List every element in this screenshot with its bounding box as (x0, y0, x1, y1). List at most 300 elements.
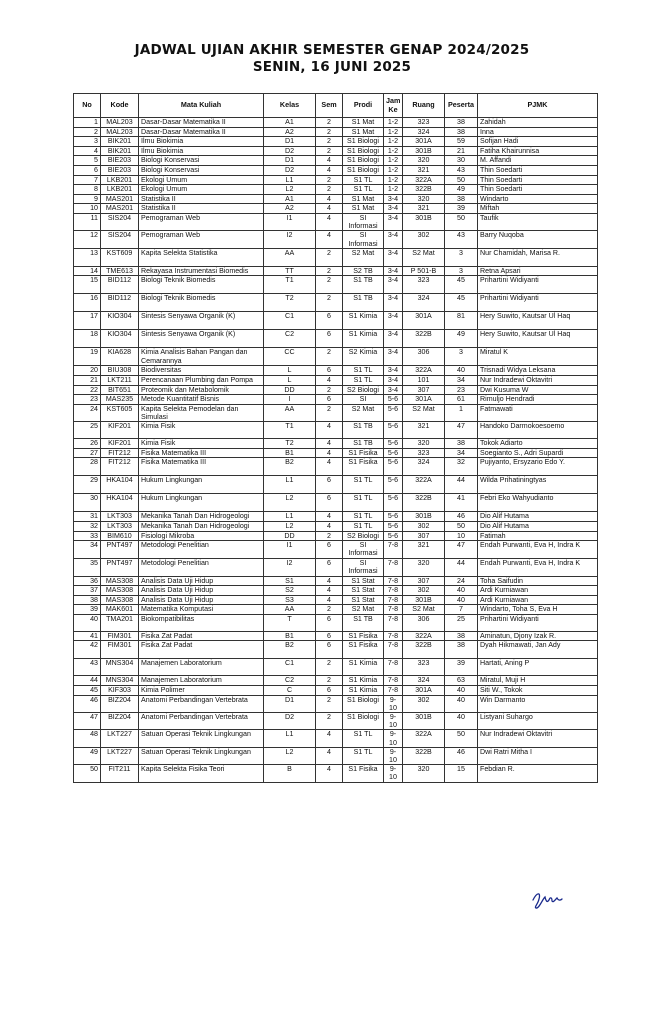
header-peserta: Peserta (445, 94, 478, 118)
cell-prodi: S2 Biologi (343, 385, 384, 395)
cell-kode: TME613 (101, 266, 139, 276)
cell-mata-kuliah: Kapita Selekta Statistika (139, 248, 264, 266)
cell-kelas: C2 (264, 676, 316, 686)
cell-kode: BIE203 (101, 165, 139, 175)
cell-kode: MAS235 (101, 395, 139, 405)
cell-ruang: P 501-B (403, 266, 445, 276)
cell-mata-kuliah: Ilmu Biokimia (139, 137, 264, 147)
cell-mata-kuliah: Kimia Analisis Bahan Pangan dan Cemarannya (139, 348, 264, 366)
table-header-row (74, 94, 598, 118)
cell-ruang: 307 (403, 531, 445, 541)
cell-pjmk: Aminatun, Djony Izak R. (478, 631, 598, 641)
header-kode: Kode (101, 94, 139, 118)
cell-jam-ke: 9-10 (384, 765, 403, 782)
cell-mata-kuliah: Mekanika Tanah Dan Hidrogeologi (139, 512, 264, 522)
cell-jam-ke: 3-4 (384, 204, 403, 214)
table-row (74, 146, 598, 156)
cell-ruang: 307 (403, 576, 445, 586)
table-row (74, 641, 598, 659)
cell-jam-ke: 9-10 (384, 730, 403, 747)
cell-ruang: 321 (403, 541, 445, 558)
cell-jam-ke: 3-4 (384, 266, 403, 276)
cell-pjmk: Ardi Kurniawan (478, 586, 598, 596)
cell-kode: KIF201 (101, 422, 139, 439)
cell-prodi: S1 TB (343, 276, 384, 294)
cell-kelas: T2 (264, 439, 316, 449)
cell-kode: FIT211 (101, 765, 139, 782)
table-row (74, 531, 598, 541)
cell-jam-ke: 7-8 (384, 614, 403, 631)
cell-pjmk: Febdian R. (478, 765, 598, 782)
cell-pjmk: Windarto (478, 194, 598, 204)
cell-kode: KIA628 (101, 348, 139, 366)
cell-kode: MAK601 (101, 605, 139, 615)
header-kelas: Kelas (264, 94, 316, 118)
cell-sem: 4 (316, 730, 343, 747)
cell-peserta: 49 (445, 185, 478, 195)
cell-no: 13 (74, 248, 101, 266)
cell-peserta: 15 (445, 765, 478, 782)
cell-mata-kuliah: Statistika II (139, 194, 264, 204)
cell-peserta: 50 (445, 213, 478, 230)
header-no: No (74, 94, 101, 118)
cell-kelas: D1 (264, 695, 316, 712)
cell-peserta: 10 (445, 531, 478, 541)
cell-kode: FIM301 (101, 631, 139, 641)
cell-peserta: 7 (445, 605, 478, 615)
cell-ruang: 324 (403, 294, 445, 312)
table-row (74, 118, 598, 128)
cell-pjmk: Nur Chamidah, Marisa R. (478, 248, 598, 266)
table-row (74, 765, 598, 782)
cell-ruang: 320 (403, 194, 445, 204)
cell-kode: BIZ204 (101, 713, 139, 730)
cell-kode: BIE203 (101, 156, 139, 166)
cell-prodi: S1 Stat (343, 595, 384, 605)
cell-prodi: S1 Biologi (343, 156, 384, 166)
cell-kode: HKA104 (101, 494, 139, 512)
cell-kelas: L (264, 375, 316, 385)
cell-peserta: 21 (445, 146, 478, 156)
cell-kelas: B2 (264, 458, 316, 476)
table-row (74, 476, 598, 494)
cell-kode: BID112 (101, 294, 139, 312)
cell-ruang: 321 (403, 165, 445, 175)
table-row (74, 194, 598, 204)
cell-no: 34 (74, 541, 101, 558)
cell-ruang: 320 (403, 558, 445, 576)
cell-mata-kuliah: Kapita Selekta Pemodelan dan Simulasi (139, 404, 264, 421)
table-row (74, 521, 598, 531)
cell-jam-ke: 7-8 (384, 541, 403, 558)
cell-prodi: S1 Kimia (343, 312, 384, 330)
cell-kode: BIT651 (101, 385, 139, 395)
cell-sem: 6 (316, 476, 343, 494)
signature-mark (530, 888, 564, 910)
cell-jam-ke: 7-8 (384, 605, 403, 615)
cell-ruang: 322A (403, 366, 445, 376)
cell-jam-ke: 3-4 (384, 276, 403, 294)
cell-kode: LKT227 (101, 747, 139, 764)
cell-kelas: TT (264, 266, 316, 276)
cell-no: 7 (74, 175, 101, 185)
table-row (74, 127, 598, 137)
cell-kode: FIT212 (101, 458, 139, 476)
cell-mata-kuliah: Hukum Lingkungan (139, 494, 264, 512)
cell-pjmk: Handoko Darmokoesoemo (478, 422, 598, 439)
cell-jam-ke: 7-8 (384, 586, 403, 596)
cell-jam-ke: 1-2 (384, 127, 403, 137)
cell-sem: 4 (316, 204, 343, 214)
cell-ruang: 321 (403, 422, 445, 439)
cell-mata-kuliah: Sintesis Senyawa Organik (K) (139, 330, 264, 348)
table-row (74, 137, 598, 147)
cell-jam-ke: 7-8 (384, 576, 403, 586)
cell-pjmk: Endah Purwanti, Eva H, Indra K (478, 541, 598, 558)
cell-no: 38 (74, 595, 101, 605)
cell-pjmk: Toha Saifudin (478, 576, 598, 586)
cell-mata-kuliah: Fisika Matematika III (139, 448, 264, 458)
cell-kode: LKT303 (101, 521, 139, 531)
cell-peserta: 38 (445, 439, 478, 449)
cell-kode: LKB201 (101, 175, 139, 185)
cell-jam-ke: 5-6 (384, 395, 403, 405)
cell-kelas: B (264, 765, 316, 782)
cell-kelas: A2 (264, 204, 316, 214)
table-body (74, 118, 598, 783)
cell-ruang: 322A (403, 730, 445, 747)
cell-ruang: 323 (403, 118, 445, 128)
cell-kode: BIM610 (101, 531, 139, 541)
cell-peserta: 43 (445, 165, 478, 175)
cell-pjmk: Zahidah (478, 118, 598, 128)
cell-kode: MAS308 (101, 595, 139, 605)
cell-ruang: 324 (403, 127, 445, 137)
cell-pjmk: Hartati, Aning P (478, 659, 598, 676)
cell-sem: 4 (316, 595, 343, 605)
cell-kode: SIS204 (101, 231, 139, 248)
cell-kode: KST609 (101, 248, 139, 266)
cell-sem: 4 (316, 165, 343, 175)
cell-no: 40 (74, 614, 101, 631)
cell-pjmk: Thin Soedarti (478, 185, 598, 195)
cell-no: 10 (74, 204, 101, 214)
table-row (74, 266, 598, 276)
cell-jam-ke: 5-6 (384, 404, 403, 421)
cell-kode: BIZ204 (101, 695, 139, 712)
cell-no: 12 (74, 231, 101, 248)
cell-no: 46 (74, 695, 101, 712)
cell-mata-kuliah: Fisika Matematika III (139, 458, 264, 476)
cell-sem: 2 (316, 695, 343, 712)
table-row (74, 558, 598, 576)
cell-pjmk: Hery Suwito, Kautsar Ul Haq (478, 330, 598, 348)
table-row (74, 204, 598, 214)
cell-no: 9 (74, 194, 101, 204)
cell-ruang: 301B (403, 213, 445, 230)
cell-kode: KST605 (101, 404, 139, 421)
cell-mata-kuliah: Biokompatibilitas (139, 614, 264, 631)
cell-kelas: L2 (264, 185, 316, 195)
cell-peserta: 34 (445, 375, 478, 385)
cell-peserta: 61 (445, 395, 478, 405)
cell-kode: MNS304 (101, 659, 139, 676)
cell-sem: 4 (316, 422, 343, 439)
cell-peserta: 50 (445, 730, 478, 747)
cell-kode: FIT212 (101, 448, 139, 458)
table-row (74, 730, 598, 747)
cell-ruang: 323 (403, 276, 445, 294)
cell-peserta: 32 (445, 458, 478, 476)
cell-mata-kuliah: Rekayasa Instrumentasi Biomedis (139, 266, 264, 276)
cell-pjmk: Trisnadi Widya Leksana (478, 366, 598, 376)
cell-no: 14 (74, 266, 101, 276)
cell-mata-kuliah: Pemograman Web (139, 213, 264, 230)
cell-prodi: S1 TL (343, 185, 384, 195)
cell-peserta: 45 (445, 294, 478, 312)
cell-ruang: 301B (403, 713, 445, 730)
cell-sem: 6 (316, 641, 343, 659)
cell-mata-kuliah: Manajemen Laboratorium (139, 659, 264, 676)
document-subtitle-date: SENIN, 16 JUNI 2025 (252, 59, 412, 75)
cell-jam-ke: 3-4 (384, 348, 403, 366)
cell-kode: MAS201 (101, 194, 139, 204)
cell-ruang: 301B (403, 512, 445, 522)
cell-prodi: S2 Mat (343, 605, 384, 615)
table-row (74, 395, 598, 405)
cell-pjmk: Fatmawati (478, 404, 598, 421)
cell-prodi: SI Informasi (343, 558, 384, 576)
cell-kelas: L2 (264, 494, 316, 512)
cell-prodi: S2 Kimia (343, 348, 384, 366)
cell-jam-ke: 7-8 (384, 595, 403, 605)
cell-ruang: 324 (403, 676, 445, 686)
cell-prodi: S1 Mat (343, 118, 384, 128)
cell-peserta: 38 (445, 127, 478, 137)
cell-prodi: S1 TB (343, 439, 384, 449)
cell-no: 45 (74, 686, 101, 696)
cell-sem: 6 (316, 366, 343, 376)
table-row (74, 448, 598, 458)
cell-prodi: S1 Fisika (343, 448, 384, 458)
cell-ruang: 302 (403, 231, 445, 248)
cell-prodi: S1 TB (343, 422, 384, 439)
cell-peserta: 39 (445, 659, 478, 676)
cell-ruang: 301A (403, 137, 445, 147)
cell-prodi: S1 TL (343, 747, 384, 764)
cell-ruang: 301B (403, 146, 445, 156)
cell-prodi: S1 Fisika (343, 631, 384, 641)
cell-prodi: S1 TL (343, 375, 384, 385)
cell-kode: PNT497 (101, 558, 139, 576)
cell-peserta: 41 (445, 494, 478, 512)
cell-peserta: 63 (445, 676, 478, 686)
cell-no: 35 (74, 558, 101, 576)
cell-ruang: 322A (403, 175, 445, 185)
table-row (74, 165, 598, 175)
cell-ruang: 302 (403, 521, 445, 531)
cell-kelas: L1 (264, 476, 316, 494)
cell-jam-ke: 3-4 (384, 312, 403, 330)
table-row (74, 439, 598, 449)
cell-prodi: S1 Fisika (343, 765, 384, 782)
cell-mata-kuliah: Kapita Selekta Fisika Teori (139, 765, 264, 782)
cell-mata-kuliah: Anatomi Perbandingan Vertebrata (139, 695, 264, 712)
cell-prodi: S2 Biologi (343, 531, 384, 541)
cell-pjmk: Retna Apsari (478, 266, 598, 276)
cell-prodi: SI (343, 395, 384, 405)
cell-pjmk: Win Darmanto (478, 695, 598, 712)
cell-pjmk: Thin Soedarti (478, 165, 598, 175)
cell-prodi: S1 TL (343, 476, 384, 494)
cell-kelas: B1 (264, 448, 316, 458)
cell-mata-kuliah: Ilmu Biokimia (139, 146, 264, 156)
cell-no: 33 (74, 531, 101, 541)
cell-pjmk: Fatiha Khairunnisa (478, 146, 598, 156)
table-row (74, 248, 598, 266)
cell-pjmk: Endah Purwanti, Eva H, Indra K (478, 558, 598, 576)
cell-prodi: S2 TB (343, 266, 384, 276)
cell-pjmk: Tokok Adiarto (478, 439, 598, 449)
cell-prodi: S1 Mat (343, 127, 384, 137)
table-row (74, 276, 598, 294)
cell-jam-ke: 5-6 (384, 521, 403, 531)
cell-mata-kuliah: Perencanaan Plumbing dan Pompa (139, 375, 264, 385)
cell-kelas: S2 (264, 586, 316, 596)
cell-no: 1 (74, 118, 101, 128)
cell-peserta: 23 (445, 385, 478, 395)
cell-no: 24 (74, 404, 101, 421)
cell-kelas: I2 (264, 558, 316, 576)
cell-no: 18 (74, 330, 101, 348)
cell-no: 5 (74, 156, 101, 166)
cell-peserta: 3 (445, 248, 478, 266)
table-row (74, 512, 598, 522)
cell-kelas: D2 (264, 713, 316, 730)
table-row (74, 494, 598, 512)
cell-sem: 2 (316, 385, 343, 395)
table-row (74, 231, 598, 248)
cell-sem: 4 (316, 194, 343, 204)
cell-kode: LKT211 (101, 375, 139, 385)
cell-prodi: S1 Mat (343, 194, 384, 204)
cell-mata-kuliah: Proteomik dan Metabolomik (139, 385, 264, 395)
cell-kode: KIF303 (101, 686, 139, 696)
cell-no: 20 (74, 366, 101, 376)
cell-sem: 6 (316, 312, 343, 330)
cell-prodi: S1 Mat (343, 204, 384, 214)
cell-jam-ke: 9-10 (384, 713, 403, 730)
cell-jam-ke: 5-6 (384, 422, 403, 439)
cell-pjmk: Febri Eko Wahyudianto (478, 494, 598, 512)
cell-pjmk: Windarto, Toha S, Eva H (478, 605, 598, 615)
cell-no: 48 (74, 730, 101, 747)
table-row (74, 676, 598, 686)
cell-jam-ke: 3-4 (384, 231, 403, 248)
cell-pjmk: M. Affandi (478, 156, 598, 166)
header-pjmk: PJMK (478, 94, 598, 118)
cell-prodi: S1 TL (343, 512, 384, 522)
cell-sem: 6 (316, 686, 343, 696)
cell-pjmk: Hery Suwito, Kautsar Ul Haq (478, 312, 598, 330)
table-row (74, 586, 598, 596)
cell-kelas: L2 (264, 521, 316, 531)
cell-no: 47 (74, 713, 101, 730)
cell-peserta: 38 (445, 118, 478, 128)
cell-pjmk: Dyah Hikmawati, Jan Ady (478, 641, 598, 659)
cell-prodi: S1 Biologi (343, 146, 384, 156)
cell-ruang: 322B (403, 747, 445, 764)
cell-no: 23 (74, 395, 101, 405)
cell-peserta: 1 (445, 404, 478, 421)
table-row (74, 614, 598, 631)
cell-kode: LKB201 (101, 185, 139, 195)
cell-pjmk: Nur Indradewi Oktavitri (478, 730, 598, 747)
cell-jam-ke: 7-8 (384, 686, 403, 696)
cell-no: 41 (74, 631, 101, 641)
cell-sem: 4 (316, 747, 343, 764)
cell-prodi: S1 Biologi (343, 165, 384, 175)
cell-sem: 4 (316, 521, 343, 531)
cell-mata-kuliah: Matematika Komputasi (139, 605, 264, 615)
cell-kelas: T2 (264, 294, 316, 312)
cell-ruang: 302 (403, 695, 445, 712)
header-ruang: Ruang (403, 94, 445, 118)
cell-mata-kuliah: Analisis Data Uji Hidup (139, 595, 264, 605)
cell-kelas: I1 (264, 541, 316, 558)
cell-no: 4 (74, 146, 101, 156)
cell-pjmk: Barry Nuqoba (478, 231, 598, 248)
cell-jam-ke: 7-8 (384, 659, 403, 676)
cell-pjmk: Miratul, Muji H (478, 676, 598, 686)
table-row (74, 631, 598, 641)
cell-pjmk: Dio Alif Hutama (478, 512, 598, 522)
cell-ruang: 307 (403, 385, 445, 395)
cell-ruang: 101 (403, 375, 445, 385)
cell-sem: 2 (316, 137, 343, 147)
cell-no: 29 (74, 476, 101, 494)
table-row (74, 713, 598, 730)
cell-kelas: S3 (264, 595, 316, 605)
cell-prodi: S1 Kimia (343, 659, 384, 676)
cell-mata-kuliah: Dasar-Dasar Matematika II (139, 118, 264, 128)
cell-peserta: 50 (445, 175, 478, 185)
cell-prodi: SI Informasi (343, 231, 384, 248)
cell-kode: KIO304 (101, 312, 139, 330)
cell-ruang: 306 (403, 614, 445, 631)
cell-kelas: L2 (264, 747, 316, 764)
cell-kode: TMA201 (101, 614, 139, 631)
cell-kelas: I (264, 395, 316, 405)
cell-sem: 2 (316, 266, 343, 276)
cell-pjmk: Dwi Ratri Mitha I (478, 747, 598, 764)
cell-ruang: 322B (403, 494, 445, 512)
cell-sem: 2 (316, 127, 343, 137)
cell-kode: MNS304 (101, 676, 139, 686)
cell-mata-kuliah: Manajemen Laboratorium (139, 676, 264, 686)
cell-no: 30 (74, 494, 101, 512)
table-row (74, 366, 598, 376)
cell-mata-kuliah: Analisis Data Uji Hidup (139, 576, 264, 586)
table-row (74, 312, 598, 330)
cell-mata-kuliah: Metodologi Penelitian (139, 558, 264, 576)
cell-mata-kuliah: Mekanika Tanah Dan Hidrogeologi (139, 521, 264, 531)
cell-pjmk: Ardi Kurniawan (478, 595, 598, 605)
cell-jam-ke: 5-6 (384, 458, 403, 476)
cell-sem: 2 (316, 605, 343, 615)
cell-sem: 2 (316, 404, 343, 421)
cell-ruang: 322B (403, 185, 445, 195)
